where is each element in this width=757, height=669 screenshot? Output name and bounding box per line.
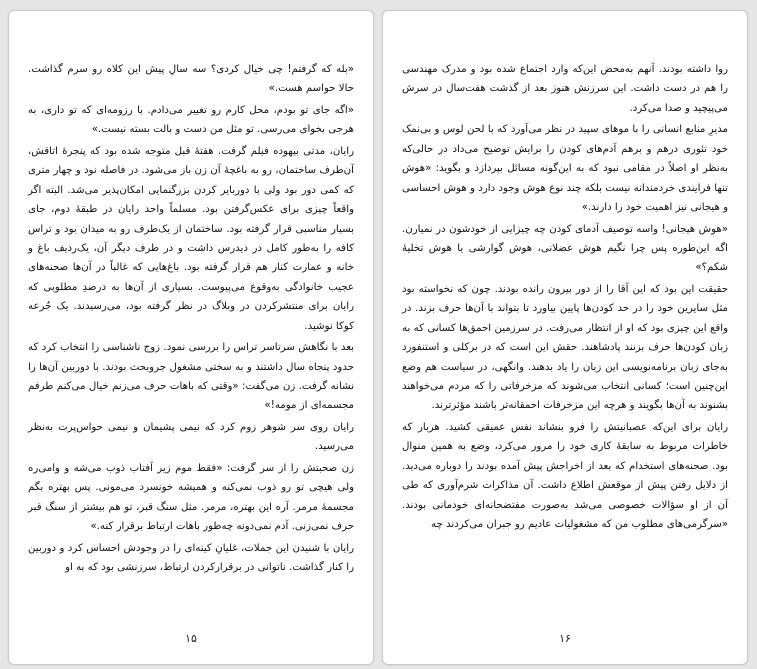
page-text xyxy=(28,60,354,580)
book-page-right xyxy=(382,10,748,665)
page-number: ۱۵ xyxy=(185,632,197,645)
paragraph: رایان برای این‌که عصبانیتش را فرو بنشاند نفس عمیقی کشید. هربار که خاطرات مربوط به سابقهٔ کاری خود را مرور می‌کرد، وضع به همین منوال بود. صحنه‌های استخدام که بعد از اخراجش پیش آمده بودند را دوباره می‌دید. از دلایل رفتن پیش از موقعش اطلاع داشت. آن مذاکرات شرم‌آوری که طی آن از او سؤالات خصوصی می‌شد به‌صورت مفتضحانه‌ای خودمانی بودند. «سرگرمی‌های مطلوب من که مشغولیات عادیم رو جبران می‌کردند چه xyxy=(402,422,728,531)
page-number: ۱۶ xyxy=(559,632,571,645)
paragraph: زن صحبتش را از سر گرفت: «فقط موم زیر آفتاب ذوب می‌شه و وامی‌ره ولی هیچی تو رو ذوب نمی‌کنه و همیشه خونسرد می‌مونی. پس بهتره بگم مجسمهٔ مرمر. آره این بهتره، مرمر. مثل سنگ قبر، تو هم بیشتر از سنگ قبر حرف نمی‌زنی. آدم نمی‌دونه چه‌طور باهات ارتباط برقرار کنه.» xyxy=(28,463,354,533)
paragraph: رایان با شنیدن این جملات، غلیانِ کینه‌ای را در وجودش احساس کرد و دوربین را کنار گذاشت. ناتوانی در برقرارکردن ارتباط، سرزنشی بود که به او xyxy=(28,542,354,574)
paragraph: رایان روی سر شوهر زوم کرد که نیمی پشیمان و نیمی حواس‌پرت به‌نظر می‌رسید. xyxy=(28,422,354,453)
paragraph: روا داشته بودند. آنهم به‌محض این‌که وارد اجتماع شده بود و مدرک مهندسی را هم در دست داشت. این سرزنش هنوز بعد از گذشت هفت‌سال در سرش می‌پیچید و صدا می‌کرد. xyxy=(402,64,728,114)
paragraph: «بله که گرفتم! چی خیال کردی؟ سه سالِ پیش این کلاه رو سرم گذاشت. حالا حواسم هست.» xyxy=(28,64,354,95)
paragraph: بعد با نگاهش سرتاسر تراس را بررسی نمود. زوج ناشناسی را انتخاب کرد که حدود پنجاه سال داشتند و به سختی مشغول جروبحث بودند. با دوربین آن‌ها را نشانه گرفت. زن می‌گفت: «وقتی که باهات حرف می‌زنم خیال می‌کنم طرفم مجسمه‌ای از مومه!» xyxy=(28,342,354,412)
book-page-left xyxy=(8,10,374,665)
paragraph: «هوش هیجانی! واسه توصیف آدمای کودن چه چیزایی از خودشون در نمیارن. اگه این‌طوره پس چرا نگیم هوش عضلانی، هوش گوارشی یا هوش تخلیهٔ شکم؟» xyxy=(402,223,728,274)
paragraph: «اگه جای تو بودم، محل کارم رو تغییر می‌دادم. با رزومه‌ای که تو داری، به هرجی بخوای می‌رسی. تو مثل من دست و بالت بسته نیست.» xyxy=(28,105,354,136)
paragraph: حقیقت این بود که این آقا را از دور بیرون رانده بودند. چون که نخواسته بود مثل سایرین خود را در حد کودن‌ها پایین بیاورد تا بتواند با آن‌ها حرف بزند. در واقع این چیزی بود که او از انتظار می‌رفت. در سرزمین احمق‌ها کسانی که به زبان کودن‌ها حرف بزنند پادشاهند. حقش این است که در برکلی و استنفورد به‌جای زبان برنامه‌نویسی این زبان را یاد بدهند. وانگهی، در سیاست هم وضع این‌چنین است؛ کسانی انتخاب می‌شوند که مزخرفاتی را که مردم می‌خواهند بشنوند به آن‌ها بگویند و هرچه این مزخرفات احمقانه‌تر باشند مؤثرترند. xyxy=(402,284,728,412)
page-text xyxy=(402,60,728,537)
paragraph: مدیرِ منابع انسانی را با موهای سپید در نظر می‌آورد که با لحن لوس و بی‌نمک خود تئوری درهم و برهم آدم‌های کودن را برایش توضیح می‌داد در حالی‌که به‌نظر او اصلاً در مقامی نبود که به این‌گونه مسائل بپردازد و بگوید: «هوش تنها فرایندی خردمندانه نیست بلکه چند نوع هوش وجود دارد و هوش احساسی و هیجانی نیز اهمیت خود را دارند.» xyxy=(402,124,728,214)
paragraph: رایان، مدتی بیهوده فیلم گرفت. هفتهٔ قبل متوجه شده بود که پنجرهٔ اتاقش، آن‌طرف ساختمان، رو به باغچهٔ آن زن باز می‌شود. در فاصله نود و چهار متری که کمی دور بود ولی با دوربایر کردن بزرگنمایی امکان‌پذیر می‌شد. البته اگر واقعاً چیزی برای عکس‌گرفتن بود. مسلماً واحد رایان در طبقهٔ دوم، جای بسیار مناسبی قرار گرفته بود. ساختمان از یک‌طرف رو به میدان بود و تراس کافه را به‌طور کامل در دیدرس داشت و در طرف دیگر آن، یک‌ردیف باغ و خانه و عمارت کنار هم قرار گرفته بود. باغ‌هایی که غالباً در آن‌ها صحنه‌های عجیب خانوادگی به‌وقوع می‌پیوست. بسیاری از آن‌ها به درصدِ مطلوبی که رایان برای منتشرکردن در وبلاگ در نظر گرفته بود، می‌رسیدند. یک جُرعه کوکا نوشید. xyxy=(28,146,354,332)
